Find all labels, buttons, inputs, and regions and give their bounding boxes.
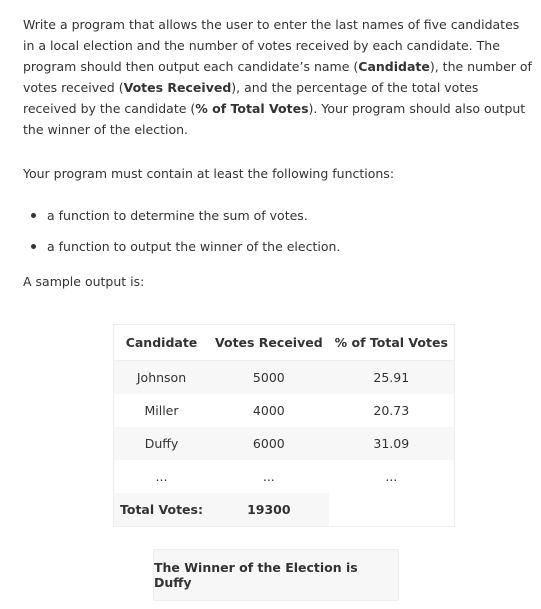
cell-votes: ... bbox=[262, 469, 275, 484]
cell-percent: 20.73 bbox=[329, 394, 455, 427]
intro-bold-percent-total: % of Total Votes bbox=[195, 101, 309, 116]
intro-bold-votes-received: Votes Received bbox=[123, 80, 232, 95]
intro-text-a: Write a program that allows the user to enter the last names of five candidates in a local election and the number of votes received by each candidate. The program should then output each candidate’s name ( bbox=[23, 17, 520, 74]
bullet-icon bbox=[31, 213, 36, 218]
list-item-text: a function to output the winner of the election. bbox=[47, 239, 341, 254]
list-item bbox=[23, 205, 533, 226]
sample-output-table bbox=[113, 324, 455, 527]
functions-intro: Your program must contain at least the following functions: bbox=[23, 166, 395, 181]
bullet-icon bbox=[31, 244, 36, 249]
header-votes-received: Votes Received bbox=[209, 325, 329, 361]
table-row bbox=[114, 460, 455, 493]
list-item bbox=[23, 236, 533, 257]
cell-percent: ... bbox=[329, 460, 455, 493]
header-candidate: Candidate bbox=[114, 325, 209, 361]
winner-output bbox=[153, 549, 399, 601]
table-row bbox=[114, 361, 455, 395]
cell-votes: 6000 bbox=[209, 427, 329, 460]
cell-votes: 4000 bbox=[252, 403, 285, 418]
intro-text-d: ). Your program should also output the winner of the election. bbox=[23, 101, 526, 137]
header-percent-total: % of Total Votes bbox=[329, 325, 455, 361]
total-empty-cell bbox=[329, 493, 455, 527]
intro-text-c: ), and the percentage of the total votes received by the candidate ( bbox=[23, 80, 479, 116]
cell-votes: 5000 bbox=[209, 361, 329, 395]
table-total-row bbox=[114, 493, 455, 527]
intro-paragraph bbox=[23, 14, 533, 140]
function-list bbox=[23, 205, 533, 257]
problem-statement bbox=[23, 14, 533, 292]
intro-text-b: ), the number of votes received ( bbox=[23, 59, 532, 95]
cell-candidate: Miller bbox=[114, 394, 209, 427]
cell-candidate: ... bbox=[114, 460, 209, 493]
cell-candidate: Johnson bbox=[114, 361, 209, 395]
intro-bold-candidate: Candidate bbox=[358, 59, 430, 74]
table-header-row bbox=[114, 325, 455, 361]
sample-output-label: A sample output is: bbox=[23, 274, 145, 289]
table-row bbox=[114, 394, 455, 427]
list-item-text: a function to determine the sum of votes. bbox=[47, 208, 308, 223]
cell-percent: 25.91 bbox=[329, 361, 455, 395]
cell-candidate: Duffy bbox=[114, 427, 209, 460]
cell-percent: 31.09 bbox=[329, 427, 455, 460]
winner-text: The Winner of the Election is Duffy bbox=[154, 560, 358, 590]
total-votes-label: Total Votes: bbox=[114, 493, 209, 527]
table-row bbox=[114, 427, 455, 460]
total-votes-value: 19300 bbox=[209, 493, 329, 527]
